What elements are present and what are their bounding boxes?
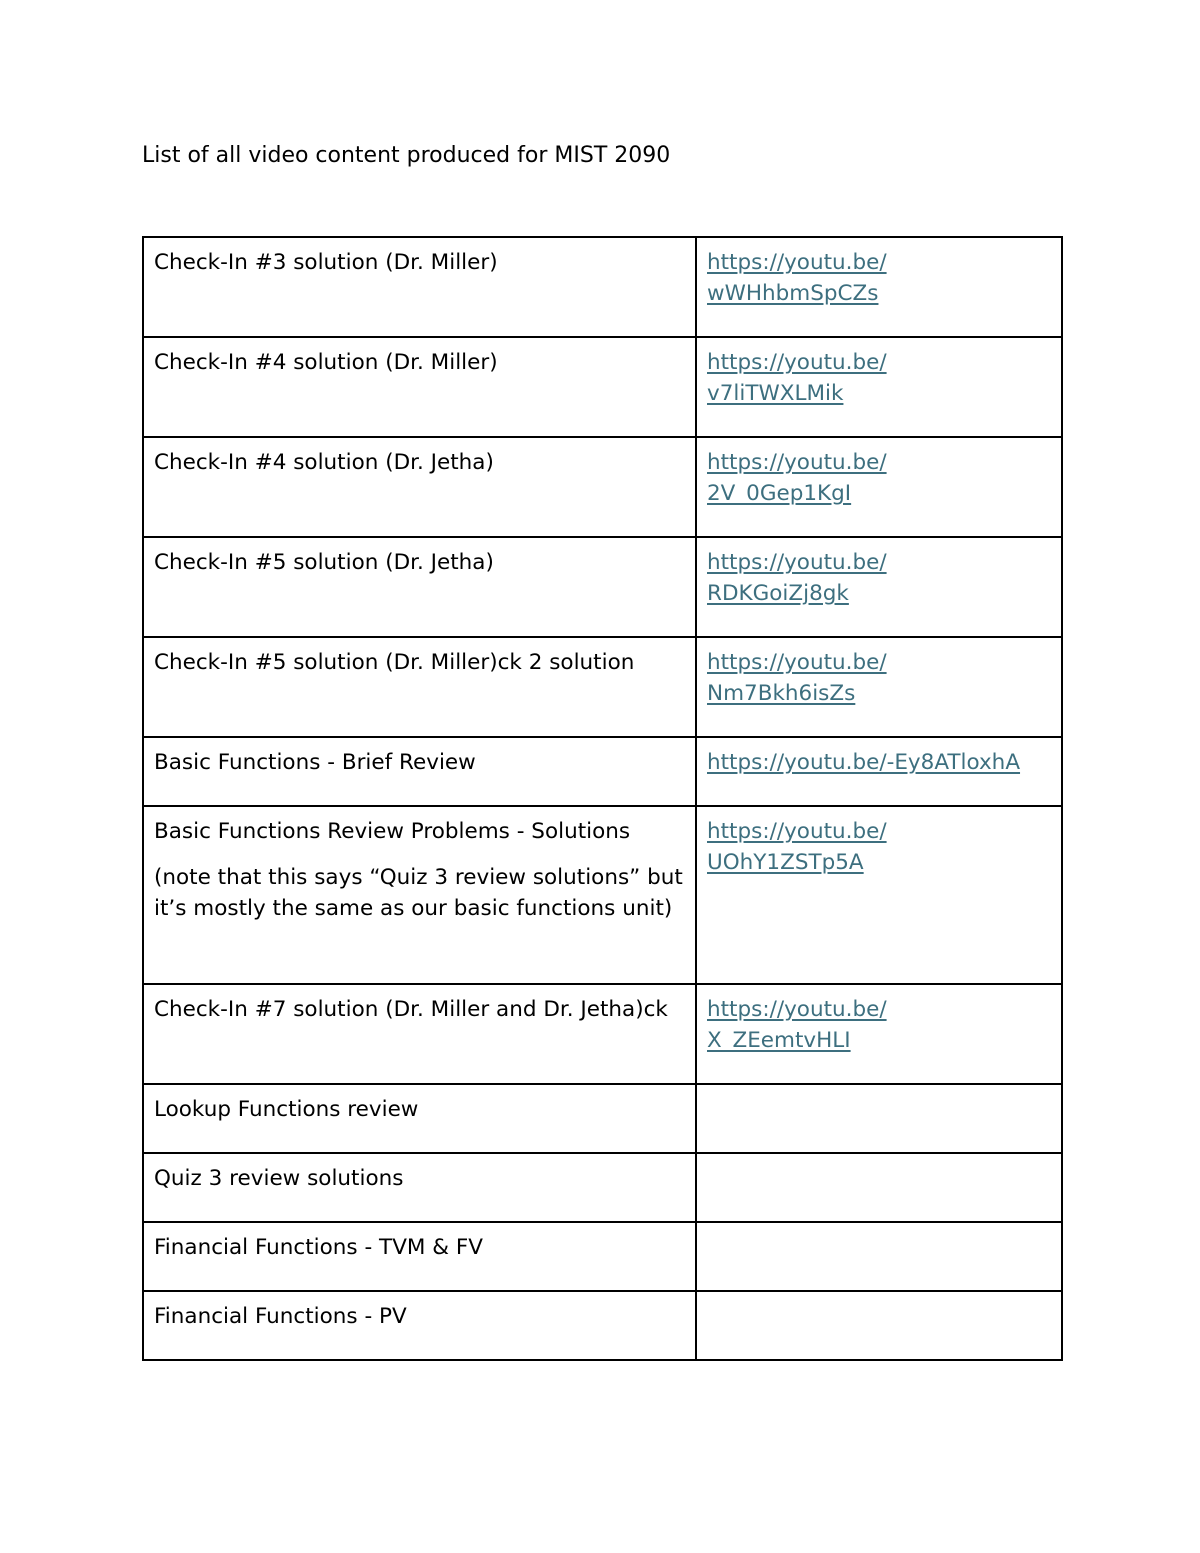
table-row <box>143 984 1062 1084</box>
video-table <box>142 236 1063 1361</box>
video-title: Check-In #5 solution (Dr. Jetha) <box>154 550 494 575</box>
video-title: Check-In #5 solution (Dr. Miller)ck 2 solution <box>154 650 635 675</box>
video-title-cell <box>143 337 696 437</box>
video-title: Check-In #3 solution (Dr. Miller) <box>154 250 498 275</box>
video-link[interactable]: https://youtu.be/ v7liTWXLMik <box>707 350 887 406</box>
video-link-cell <box>696 337 1062 437</box>
video-title-cell <box>143 1291 696 1360</box>
table-row <box>143 1153 1062 1222</box>
video-link-cell <box>696 237 1062 337</box>
video-title: Lookup Functions review <box>154 1097 419 1122</box>
video-title-cell <box>143 237 696 337</box>
table-row <box>143 737 1062 806</box>
video-title-cell <box>143 537 696 637</box>
table-row <box>143 237 1062 337</box>
video-link[interactable]: https://youtu.be/ X_ZEemtvHLI <box>707 997 887 1053</box>
video-link[interactable]: https://youtu.be/-Ey8ATloxhA <box>707 750 1021 775</box>
video-link-cell-empty <box>696 1153 1062 1222</box>
video-link-cell <box>696 437 1062 537</box>
video-title-cell <box>143 637 696 737</box>
video-link[interactable]: https://youtu.be/ RDKGoiZj8gk <box>707 550 887 606</box>
video-link-cell <box>696 806 1062 984</box>
video-link-cell-empty <box>696 1222 1062 1291</box>
table-row <box>143 637 1062 737</box>
table-row <box>143 1291 1062 1360</box>
table-row <box>143 1084 1062 1153</box>
video-note: (note that this says “Quiz 3 review solutions” but it’s mostly the same as our basic functions unit) <box>154 865 683 921</box>
video-title: Quiz 3 review solutions <box>154 1166 404 1191</box>
video-title: Check-In #4 solution (Dr. Miller) <box>154 350 498 375</box>
table-row <box>143 1222 1062 1291</box>
video-title: Check-In #7 solution (Dr. Miller and Dr. Jetha)ck <box>154 997 668 1022</box>
video-link-cell-empty <box>696 1084 1062 1153</box>
table-row <box>143 337 1062 437</box>
video-link[interactable]: https://youtu.be/ Nm7Bkh6isZs <box>707 650 887 706</box>
table-row <box>143 806 1062 984</box>
video-link-cell <box>696 537 1062 637</box>
video-title: Basic Functions Review Problems - Solutions <box>154 819 631 844</box>
table-row <box>143 437 1062 537</box>
video-link-cell <box>696 984 1062 1084</box>
video-link[interactable]: https://youtu.be/ wWHhbmSpCZs <box>707 250 887 306</box>
video-link[interactable]: https://youtu.be/ UOhY1ZSTp5A <box>707 819 887 875</box>
video-link-cell <box>696 637 1062 737</box>
video-link-cell-empty <box>696 1291 1062 1360</box>
table-row <box>143 537 1062 637</box>
video-title-cell <box>143 984 696 1084</box>
document-title: List of all video content produced for MIST 2090 <box>142 143 671 168</box>
video-link[interactable]: https://youtu.be/ 2V_0Gep1KgI <box>707 450 887 506</box>
video-title-cell <box>143 806 696 984</box>
video-title-cell <box>143 737 696 806</box>
video-link-cell <box>696 737 1062 806</box>
video-title: Basic Functions - Brief Review <box>154 750 476 775</box>
video-title: Financial Functions - TVM & FV <box>154 1235 483 1260</box>
video-title: Check-In #4 solution (Dr. Jetha) <box>154 450 494 475</box>
video-title: Financial Functions - PV <box>154 1304 407 1329</box>
video-title-cell <box>143 1222 696 1291</box>
video-title-cell <box>143 1153 696 1222</box>
video-title-cell <box>143 437 696 537</box>
video-title-cell <box>143 1084 696 1153</box>
